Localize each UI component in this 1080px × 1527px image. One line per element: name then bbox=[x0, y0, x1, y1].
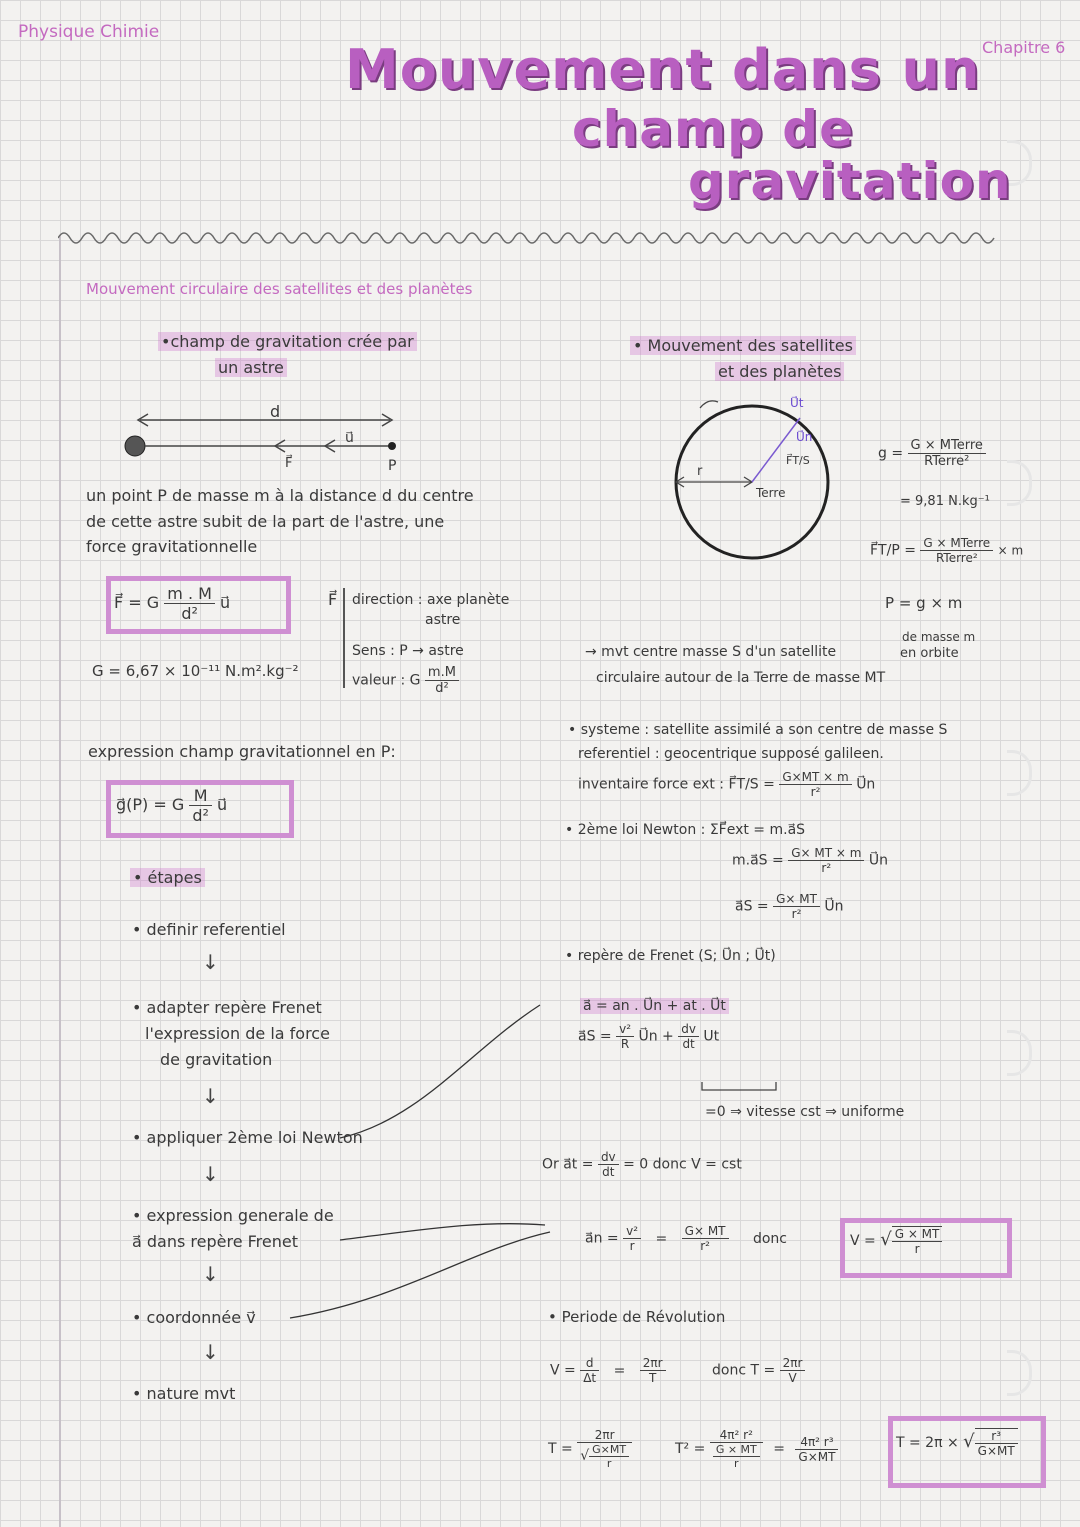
newton-eq-3: a⃗S = $\frac{G\times MT}{\text{r²}}$ U⃗n bbox=[735, 892, 844, 921]
g-surface-formula: g = $\frac{\text{G × MTerre}}{\text{RTerre²}}$ bbox=[878, 438, 986, 469]
arrow-down-icon: ↓ bbox=[202, 1340, 219, 1364]
chapter-label: Chapitre 6 bbox=[982, 38, 1066, 57]
underbrace-decoration bbox=[700, 1080, 780, 1096]
frenet-eq-1: a⃗ = an . U⃗n + at . U⃗t bbox=[580, 998, 729, 1014]
orbit-note: en orbite bbox=[900, 646, 959, 661]
orbit-radius-label: r bbox=[697, 464, 703, 479]
frenet-line: • repère de Frenet (S; U⃗n ; U⃗t) bbox=[565, 948, 776, 964]
champ-title-2: un astre bbox=[215, 358, 287, 377]
g-surface-value: = 9,81 N.kg⁻¹ bbox=[900, 494, 990, 509]
ut-vector-label: U⃗t bbox=[790, 396, 804, 410]
sens-text: Sens : P → astre bbox=[352, 643, 464, 659]
direction-text-2: astre bbox=[425, 612, 461, 628]
page-title-line3: gravitation bbox=[688, 152, 1012, 210]
step-2b: l'expression de la force bbox=[145, 1024, 330, 1043]
diagram-f-label: F⃗ bbox=[285, 456, 293, 471]
page-title-line2: champ de bbox=[572, 100, 854, 158]
mvt-title-1: • Mouvement des satellites bbox=[630, 336, 856, 355]
arrow-down-icon: ↓ bbox=[202, 950, 219, 974]
periode-title: • Periode de Révolution bbox=[548, 1308, 726, 1326]
expression-title: expression champ gravitationnel en P: bbox=[88, 742, 396, 761]
subject-label: Physique Chimie bbox=[18, 22, 160, 42]
un-vector-label: U⃗n bbox=[796, 430, 813, 444]
an-line: a⃗n = $\frac{\text{v²}}{r}$ = $\frac{G\times MT}{\text{r²}}$ donc bbox=[585, 1224, 787, 1253]
v-result: V = √ $\frac{G \times MT}{r}$ bbox=[850, 1226, 942, 1256]
direction-text: direction : axe planète bbox=[352, 592, 510, 608]
valeur-text: valeur : G $\frac{m.M}{\text{d²}}$ bbox=[352, 665, 459, 696]
g-constant: G = 6,67 × 10⁻¹¹ N.m².kg⁻² bbox=[92, 662, 299, 680]
t-period-line: donc T = $\frac{2\pi r}{V}$ bbox=[712, 1356, 805, 1385]
ftp-formula: F⃗T/P = $\frac{\text{G × MTerre}}{\text{RTerre²}}$ × m bbox=[870, 536, 1024, 565]
arrow-down-icon: ↓ bbox=[202, 1262, 219, 1286]
newton-eq-2: m.a⃗S = $\frac{G\times MT \times m}{\text{r²}}$ U⃗n bbox=[732, 846, 888, 875]
step-4b: a⃗ dans repère Frenet bbox=[132, 1232, 299, 1251]
diagram-u-label: u⃗ bbox=[345, 430, 354, 446]
t-final-formula: T = 2π × √ $\frac{\text{r³}}{G\times MT}$ bbox=[896, 1428, 1018, 1458]
description-line2: de cette astre subit de la part de l'astre, une bbox=[86, 512, 445, 531]
mass-note: de masse m bbox=[902, 630, 976, 644]
step-6: • nature mvt bbox=[132, 1384, 236, 1403]
referentiel-line: referentiel : geocentrique supposé galileen. bbox=[578, 746, 884, 762]
section-title: Mouvement circulaire des satellites et des planètes bbox=[86, 280, 473, 298]
mvt-title-2: et des planètes bbox=[715, 362, 844, 381]
newton-line: • 2ème loi Newton : ΣF⃗ext = m.a⃗S bbox=[565, 822, 806, 838]
v-period-line: V = $\frac{d}{\Delta t}$ = $\frac{2\pi r}{T}$ bbox=[550, 1356, 666, 1385]
orbit-diagram bbox=[660, 390, 860, 570]
diagram-d-label: d bbox=[270, 402, 281, 421]
t2-line: T = 2πr √ $\frac{G\times MT}{r}$ bbox=[548, 1428, 632, 1470]
step-5: • coordonnée v⃗ bbox=[132, 1308, 256, 1327]
step-2a: • adapter repère Frenet bbox=[132, 998, 322, 1017]
page-title-line1: Mouvement dans un bbox=[345, 38, 981, 101]
step-4a: • expression generale de bbox=[132, 1206, 334, 1225]
t3-line: T² = $\frac{\text{4π² r²}}{\frac{G \times MT}{r}}$ = $\frac{\text{4π² r³}}{G\times MT}$ bbox=[675, 1428, 838, 1470]
uniforme-line: =0 ⇒ vitesse cst ⇒ uniforme bbox=[705, 1104, 905, 1120]
step-1: • definir referentiel bbox=[132, 920, 286, 939]
inventaire-line: inventaire force ext : F⃗T/S = $\frac{G\times MT \times m}{\text{r²}}$ U⃗n bbox=[578, 770, 876, 799]
description-line3: force gravitationnelle bbox=[86, 537, 258, 556]
description-line1: un point P de masse m à la distance d du centre bbox=[86, 486, 474, 505]
systeme-line: • systeme : satellite assimilé a son centre de masse S bbox=[568, 722, 948, 738]
f-vector-label: F⃗ bbox=[328, 590, 338, 609]
g-formula: g⃗(P) = G $\frac{M}{\text{d²}}$ u⃗ bbox=[116, 786, 228, 825]
fts-vector-label: F⃗T/S bbox=[786, 454, 810, 467]
step-3: • appliquer 2ème loi Newton bbox=[132, 1128, 363, 1147]
p-formula: P = g × m bbox=[885, 594, 963, 612]
diagram-p-label: P bbox=[388, 458, 397, 474]
mvt-description-2: circulaire autour de la Terre de masse MT bbox=[596, 670, 886, 686]
or-line: Or a⃗t = $\frac{dv}{dt}$ = 0 donc V = cst bbox=[542, 1150, 742, 1179]
step-2c: de gravitation bbox=[160, 1050, 273, 1069]
arrow-down-icon: ↓ bbox=[202, 1162, 219, 1186]
frenet-eq-2: a⃗S = $\frac{\text{v²}}{R}$ U⃗n + $\frac{dv}{dt}$ Ut bbox=[578, 1022, 720, 1051]
mvt-description-1: → mvt centre masse S d'un satellite bbox=[585, 644, 837, 660]
champ-title-1: •champ de gravitation crée par bbox=[158, 332, 417, 351]
arrow-down-icon: ↓ bbox=[202, 1084, 219, 1108]
force-formula: F⃗ = G $\frac{m . M}{\text{d²}}$ u⃗ bbox=[114, 584, 231, 623]
etapes-title: • étapes bbox=[130, 868, 205, 887]
orbit-terre-label: Terre bbox=[756, 486, 786, 500]
